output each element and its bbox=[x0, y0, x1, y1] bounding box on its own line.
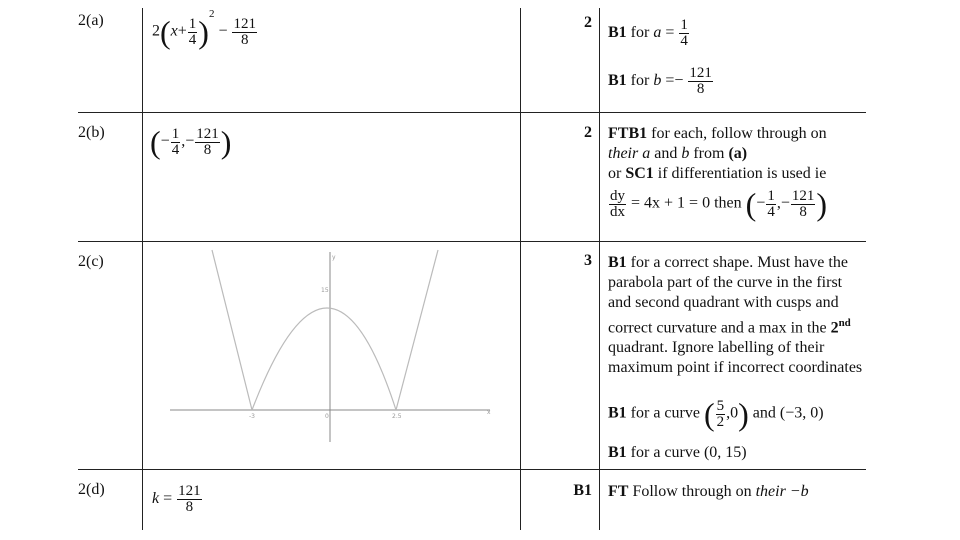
col-divider-2 bbox=[520, 8, 521, 530]
comma: , bbox=[181, 132, 186, 150]
sketch-graph bbox=[160, 248, 500, 448]
close-paren: ) bbox=[220, 124, 232, 160]
denominator: 4 bbox=[680, 33, 688, 49]
row-divider-2 bbox=[78, 241, 866, 242]
variable: a bbox=[653, 24, 662, 42]
numerator: dy bbox=[610, 187, 625, 204]
minus-sign: − bbox=[160, 132, 170, 150]
coordinate: ,0 bbox=[726, 404, 739, 422]
mark-code: SC1 bbox=[625, 165, 654, 182]
mark-code: B1 bbox=[608, 444, 627, 461]
guidance-text: and bbox=[650, 145, 682, 162]
fraction bbox=[188, 17, 198, 48]
x-axis-label: x bbox=[487, 409, 491, 416]
denominator: 8 bbox=[203, 141, 212, 158]
denominator: 4 bbox=[767, 203, 775, 220]
denominator: 4 bbox=[171, 141, 180, 158]
guidance-2a-line1: B1 for a = $\frac{1}{4}$ bbox=[608, 17, 688, 49]
minus-sign: − bbox=[780, 194, 790, 212]
variable: x bbox=[170, 22, 178, 40]
guidance-text: and (−3, 0) bbox=[748, 404, 824, 422]
mark-code: FT bbox=[608, 483, 629, 500]
mark-code: B1 bbox=[608, 24, 627, 42]
fraction bbox=[232, 17, 257, 48]
guidance-2a-line2: B1 for b =− $\frac{121}{8}$ bbox=[608, 65, 712, 97]
guidance-text: quadrant. Ignore labelling of their maximum point if incorrect coordinates bbox=[608, 339, 863, 377]
marks: 2 bbox=[584, 14, 592, 31]
guidance-text: or bbox=[608, 165, 626, 182]
y-axis-label: y bbox=[332, 254, 336, 261]
open-paren: ( bbox=[745, 186, 757, 222]
variable: a bbox=[642, 145, 651, 162]
numerator: 121 bbox=[689, 65, 712, 81]
question-label: 2(b) bbox=[78, 124, 105, 141]
numerator: 121 bbox=[233, 15, 256, 32]
col-divider-3 bbox=[599, 8, 600, 530]
denominator: dx bbox=[610, 203, 625, 220]
denominator: 8 bbox=[240, 31, 249, 48]
answer-2b bbox=[150, 126, 231, 158]
guidance-text: for each, follow through on bbox=[647, 125, 827, 142]
mark-code: B1 bbox=[608, 404, 627, 422]
guidance-2b-derivative: $\frac{dy}{dx}$ = 4x + 1 = 0 then (− $\frac{1}{4}$ ,− $\frac{121}{8}$ ) bbox=[610, 186, 827, 222]
open-paren: ( bbox=[150, 124, 161, 160]
answer-2d bbox=[152, 484, 203, 515]
ordinal-number: 2 bbox=[830, 319, 839, 337]
guidance-text: for bbox=[630, 72, 650, 90]
mark-code: B1 bbox=[608, 72, 627, 90]
row-divider-1 bbox=[78, 112, 866, 113]
origin-label: 0 bbox=[325, 413, 329, 420]
right-branch bbox=[396, 250, 438, 410]
col-divider-1 bbox=[142, 8, 143, 530]
exponent: 2 bbox=[208, 8, 215, 21]
denominator: 4 bbox=[188, 31, 197, 48]
guidance-text: their bbox=[608, 145, 639, 162]
guidance-2c-shape bbox=[608, 253, 868, 378]
numerator: 121 bbox=[196, 125, 219, 142]
parabola-arch bbox=[252, 308, 396, 410]
guidance-2d bbox=[608, 482, 868, 502]
open-paren: ( bbox=[703, 396, 715, 432]
question-label: 2(d) bbox=[78, 481, 105, 498]
fraction bbox=[688, 66, 713, 97]
numerator: 1 bbox=[188, 15, 197, 32]
denominator: 2 bbox=[716, 413, 725, 430]
guidance-2c-intercept bbox=[608, 443, 868, 463]
guidance-text: Follow through on bbox=[628, 483, 756, 500]
part-reference: (a) bbox=[728, 145, 748, 162]
mark-code: B1 bbox=[608, 254, 627, 271]
numerator: 1 bbox=[680, 17, 688, 33]
minus-sign: − bbox=[674, 72, 684, 90]
marks: B1 bbox=[573, 482, 592, 499]
guidance-2b bbox=[608, 124, 868, 184]
variable: b bbox=[653, 72, 662, 90]
close-paren: ) bbox=[816, 186, 827, 222]
variable: b bbox=[681, 145, 690, 162]
minus-sign: − bbox=[185, 132, 195, 150]
guidance-2c-point bbox=[608, 398, 868, 430]
row-divider-3 bbox=[78, 469, 866, 470]
minus-sign: − bbox=[218, 22, 228, 40]
x-tick-left: -3 bbox=[249, 413, 255, 420]
close-paren: ) bbox=[738, 396, 749, 432]
derivative-fraction bbox=[609, 189, 626, 220]
derivative-equation: = 4x + 1 = 0 then bbox=[631, 194, 742, 212]
mark-code: FTB1 bbox=[608, 125, 648, 142]
guidance-text: for bbox=[630, 24, 650, 42]
x-tick-right: 2.5 bbox=[392, 413, 402, 420]
numerator: 5 bbox=[716, 397, 725, 414]
fraction bbox=[766, 189, 776, 220]
guidance-text: their bbox=[755, 483, 786, 500]
close-paren: ) bbox=[198, 14, 209, 50]
guidance-text: if differentiation is used ie bbox=[653, 165, 827, 182]
denominator: 8 bbox=[696, 81, 705, 97]
coefficient: 2 bbox=[152, 22, 160, 40]
ordinal-suffix: nd bbox=[838, 317, 851, 329]
answer-2a bbox=[152, 8, 258, 50]
guidance-text: for a curve bbox=[626, 404, 704, 422]
fraction bbox=[791, 189, 816, 220]
fraction bbox=[679, 18, 689, 49]
fraction bbox=[716, 399, 726, 430]
fraction bbox=[177, 484, 202, 515]
denominator: 8 bbox=[185, 499, 194, 515]
numerator: 1 bbox=[171, 125, 180, 142]
question-label: 2(a) bbox=[78, 12, 104, 29]
guidance-text: for a correct shape. Must have the parabola part of the curve in the first and second quadrant with cusps and correct curvature and a max in the bbox=[608, 254, 848, 337]
denominator: 8 bbox=[799, 203, 807, 220]
guidance-text: from bbox=[689, 145, 729, 162]
equals-sign: = bbox=[163, 490, 173, 508]
variable: −b bbox=[785, 483, 809, 500]
open-paren: ( bbox=[160, 14, 171, 50]
numerator: 1 bbox=[767, 187, 775, 204]
fraction bbox=[195, 127, 220, 158]
marks: 2 bbox=[584, 124, 592, 141]
minus-sign: − bbox=[756, 194, 766, 212]
variable: k bbox=[152, 490, 160, 508]
marks: 3 bbox=[584, 252, 592, 269]
guidance-text: for a curve (0, 15) bbox=[626, 444, 747, 461]
numerator: 121 bbox=[791, 187, 815, 204]
fraction bbox=[171, 127, 181, 158]
numerator: 121 bbox=[178, 483, 201, 499]
question-label: 2(c) bbox=[78, 253, 104, 270]
left-branch bbox=[212, 250, 252, 410]
plus-sign: + bbox=[177, 22, 187, 40]
y-tick-label: 15 bbox=[321, 287, 329, 294]
